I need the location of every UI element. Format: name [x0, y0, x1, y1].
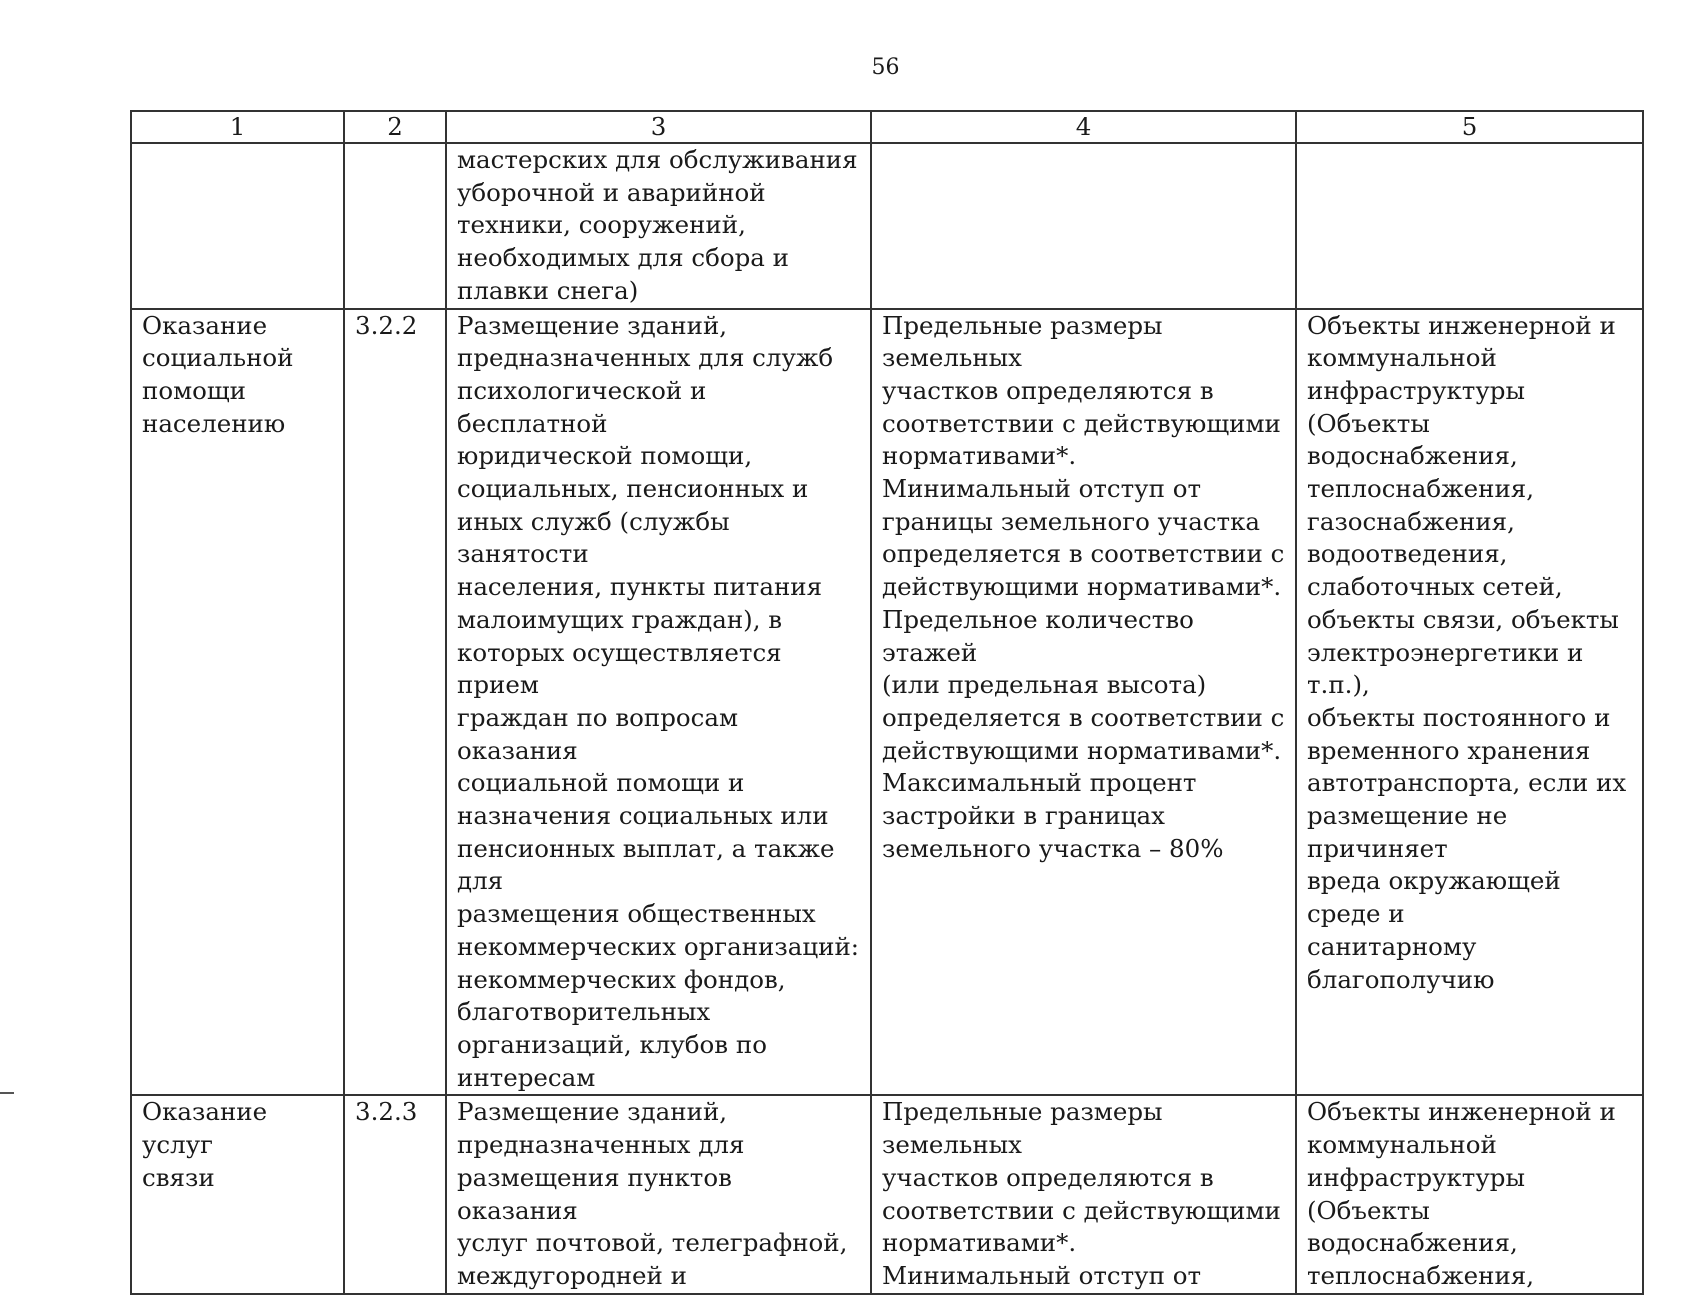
use-name-text: Оказание социальной помощи населению: [142, 310, 294, 438]
description-cell: [446, 1095, 871, 1293]
use-code-cell: [344, 1095, 446, 1293]
description-cell: [446, 309, 871, 1096]
accessory-uses-cell: [1296, 1095, 1643, 1293]
column-header: 3: [446, 111, 871, 143]
column-header: 2: [344, 111, 446, 143]
use-name-cell: [131, 143, 344, 309]
use-name-cell: [131, 1095, 344, 1293]
use-code-text: 3.2.3: [355, 1097, 418, 1127]
column-header: 5: [1296, 111, 1643, 143]
table-row: [131, 309, 1643, 1096]
column-header: 4: [871, 111, 1296, 143]
parameters-text: Предельные размеры земельных участков определяются в соответствии с действующими нормативами*. Минимальный отступ от границы земельного участка определяется в соответствии с действующими нормативами*. Предельное количество этажей (или предельная высота) определяется в соответствии с действующими нормативами*. Максимальный процент застройки в границах земельного участка – 80%: [882, 310, 1285, 863]
use-name-cell: [131, 309, 344, 1096]
use-code-cell: [344, 143, 446, 309]
description-text: Размещение зданий, предназначенных для размещения пунктов оказания услуг почтовой, телеграфной, междугородней и: [457, 1097, 848, 1290]
parameters-cell: [871, 1095, 1296, 1293]
scan-margin-mark: [0, 1092, 14, 1094]
description-text: мастерских для обслуживания уборочной и аварийной техники, сооружений, необходимых для сбора и плавки снега): [457, 145, 858, 305]
parameters-cell: [871, 143, 1296, 309]
page-number: 56: [871, 55, 900, 80]
column-number-row: [131, 111, 1643, 143]
accessory-uses-text: Объекты инженерной и коммунальной инфраструктуры (Объекты водоснабжения, теплоснабжения, газоснабжения, водоотведения, слаботочных сетей, объекты связи, объекты электроэнергетики и т.п.), объекты постоянного и временного хранения автотранспорта, если их размещение не причиняет вреда окружающей среде и санитарному благополучию: [1307, 310, 1627, 994]
description-cell: [446, 143, 871, 309]
accessory-uses-text: Объекты инженерной и коммунальной инфраструктуры (Объекты водоснабжения, теплоснабжения,: [1307, 1097, 1616, 1290]
accessory-uses-cell: [1296, 143, 1643, 309]
use-code-cell: [344, 309, 446, 1096]
use-code-text: 3.2.2: [355, 310, 418, 340]
table-row: [131, 143, 1643, 309]
parameters-text: Предельные размеры земельных участков определяются в соответствии с действующими нормативами*. Минимальный отступ от: [882, 1097, 1281, 1290]
accessory-uses-cell: [1296, 309, 1643, 1096]
use-name-text: Оказание услуг связи: [142, 1097, 268, 1192]
table-row: [131, 1095, 1643, 1293]
parameters-cell: [871, 309, 1296, 1096]
description-text: Размещение зданий, предназначенных для служб психологической и бесплатной юридической помощи, социальных, пенсионных и иных служб (службы занятости населения, пункты питания малоимущих граждан), в которых осуществляется прием граждан по вопросам оказания социальной помощи и назначения социальных или пенсионных выплат, а также для размещения общественных некоммерческих организаций: некоммерческих фондов, благотворительных организаций, клубов по интересам: [457, 310, 860, 1092]
column-header: 1: [131, 111, 344, 143]
land-use-table: [130, 110, 1644, 1295]
